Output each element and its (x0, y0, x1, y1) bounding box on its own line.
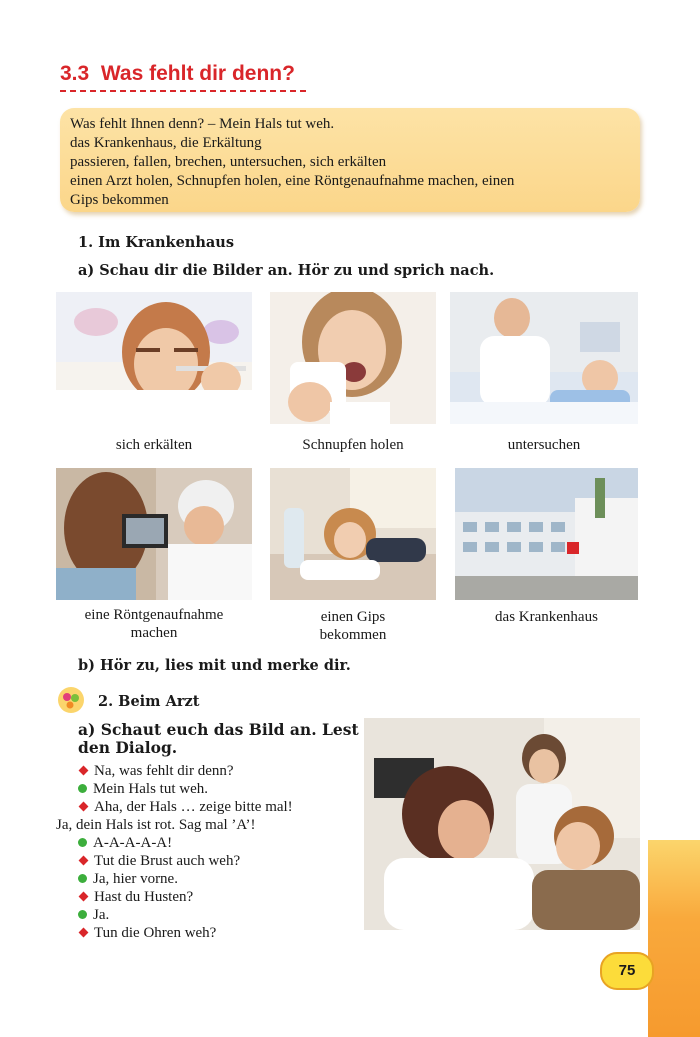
dialog-line: Ja, dein Hals ist rot. Sag mal ’A’! (56, 817, 256, 833)
doctor-bullet-icon (79, 928, 89, 938)
photo-girl-with-cast (270, 468, 436, 600)
title-underline (60, 90, 306, 92)
caption-sich-erkaelten: sich erkälten (115, 437, 193, 453)
patient-bullet-icon (78, 910, 87, 919)
doctor-bullet-icon (79, 802, 89, 812)
photo-xray-review (56, 468, 252, 600)
patient-bullet-icon (78, 874, 87, 883)
doctor-bullet-icon (79, 856, 89, 866)
patient-bullet-icon (78, 784, 87, 793)
caption-schnupfen-holen: Schnupfen holen (302, 437, 404, 453)
vocabulary-box (60, 108, 640, 212)
photo-sick-woman-thermometer (56, 292, 252, 424)
dialog-line: Na, was fehlt dir denn? (78, 763, 234, 780)
dialog-line: Aha, der Hals … zeige bitte mal! (78, 799, 293, 816)
vocab-line: passieren, fallen, brechen, untersuchen, sich erkälten (70, 154, 387, 170)
page-number: 75 (600, 952, 654, 990)
exercise-1a-task: a) Schau dir die Bilder an. Hör zu und sprich nach. (78, 262, 495, 279)
patient-bullet-icon (78, 838, 87, 847)
caption-gips-bekommen: einen Gips bekommen (319, 609, 387, 643)
dialog-line: A-A-A-A-A! (78, 835, 172, 852)
dialog-line: Mein Hals tut weh. (78, 781, 208, 798)
page-edge-tab (648, 840, 700, 1037)
dialog-line: Tut die Brust auch weh? (78, 853, 240, 870)
vocab-line: einen Arzt holen, Schnupfen holen, eine Röntgenaufnahme machen, einen (70, 173, 515, 189)
caption-roentgenaufnahme: eine Röntgenaufnahme machen (84, 607, 224, 641)
exercise-2a-task-line2: den Dialog. (78, 738, 178, 757)
caption-untersuchen: untersuchen (507, 437, 581, 453)
section-title (60, 62, 295, 86)
vocab-line: das Krankenhaus, die Erkältung (70, 135, 262, 151)
doctor-bullet-icon (79, 892, 89, 902)
dialog-line: Tun die Ohren weh? (78, 925, 216, 942)
exercise-1-heading: 1. Im Krankenhaus (78, 234, 234, 251)
photo-woman-sneezing (270, 292, 436, 424)
section-title-text: Was fehlt dir denn? (100, 62, 295, 85)
exercise-1b-task: b) Hör zu, lies mit und merke dir. (78, 657, 351, 674)
pair-work-icon (56, 686, 86, 714)
exercise-2a-task-line1: a) Schaut euch das Bild an. Lest (78, 720, 359, 739)
photo-doctor-checking-throat (364, 718, 640, 930)
photo-hospital-building (455, 468, 638, 600)
caption-krankenhaus: das Krankenhaus (495, 609, 598, 625)
doctor-bullet-icon (79, 766, 89, 776)
dialog-line: Ja. (78, 907, 109, 924)
dialog-line: Ja, hier vorne. (78, 871, 178, 888)
section-number: 3.3 (60, 62, 90, 85)
exercise-2-heading: 2. Beim Arzt (98, 693, 200, 710)
dialog-line: Hast du Husten? (78, 889, 193, 906)
photo-doctor-examining-child (450, 292, 638, 424)
vocab-line: Was fehlt Ihnen denn? – Mein Hals tut weh. (70, 116, 335, 132)
vocab-line: Gips bekommen (70, 192, 169, 208)
